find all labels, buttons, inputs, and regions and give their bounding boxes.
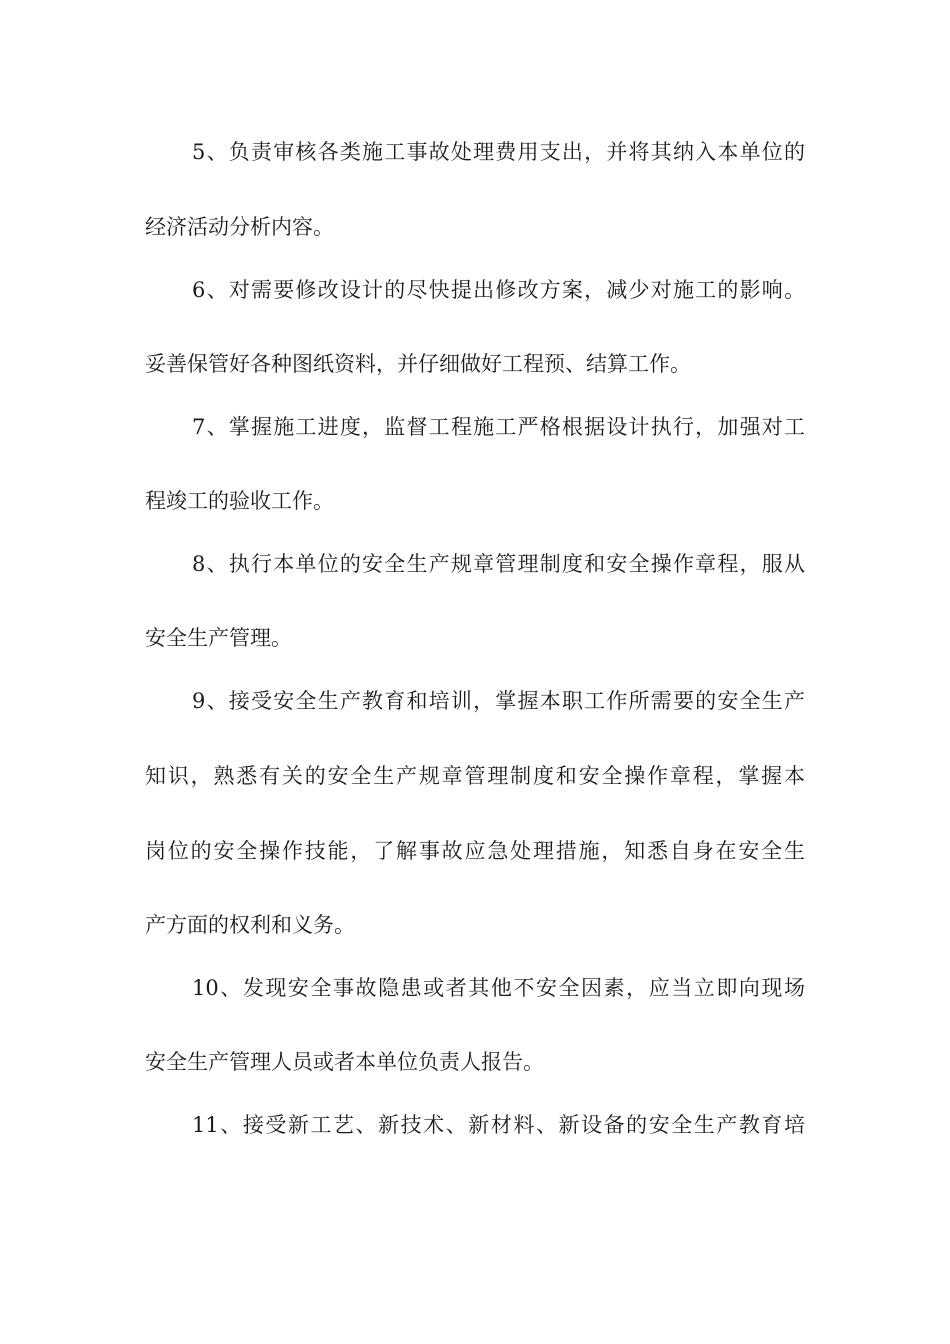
paragraph-6-line-2: 妥善保管好各种图纸资料，并仔细做好工程预、结算工作。	[145, 352, 691, 376]
paragraph-10-line-2: 安全生产管理人员或者本单位负责人报告。	[145, 1050, 544, 1074]
paragraph-8-line-1: 8、执行本单位的安全生产规章管理制度和安全操作章程，服从	[192, 552, 805, 576]
paragraph-8-line-2: 安全生产管理。	[145, 626, 292, 650]
paragraph-7-line-2: 程竣工的验收工作。	[145, 489, 334, 513]
paragraph-9-line-3: 岗位的安全操作技能，了解事故应急处理措施，知悉自身在安全生	[145, 839, 805, 863]
paragraph-5-line-2: 经济活动分析内容。	[145, 215, 334, 239]
paragraph-9-line-1: 9、接受安全生产教育和培训，掌握本职工作所需要的安全生产	[192, 689, 805, 713]
paragraph-5-line-1: 5、负责审核各类施工事故处理费用支出，并将其纳入本单位的	[192, 140, 805, 164]
paragraph-7-line-1: 7、掌握施工进度，监督工程施工严格根据设计执行，加强对工	[192, 415, 805, 439]
paragraph-9-line-2: 知识，熟悉有关的安全生产规章管理制度和安全操作章程，掌握本	[145, 764, 805, 788]
paragraph-9-line-4: 产方面的权利和义务。	[145, 913, 355, 937]
paragraph-11-line-1: 11、接受新工艺、新技术、新材料、新设备的安全生产教育培	[192, 1113, 805, 1137]
paragraph-6-line-1: 6、对需要修改设计的尽快提出修改方案，减少对施工的影响。	[192, 278, 805, 302]
paragraph-10-line-1: 10、发现安全事故隐患或者其他不安全因素，应当立即向现场	[192, 976, 805, 1000]
